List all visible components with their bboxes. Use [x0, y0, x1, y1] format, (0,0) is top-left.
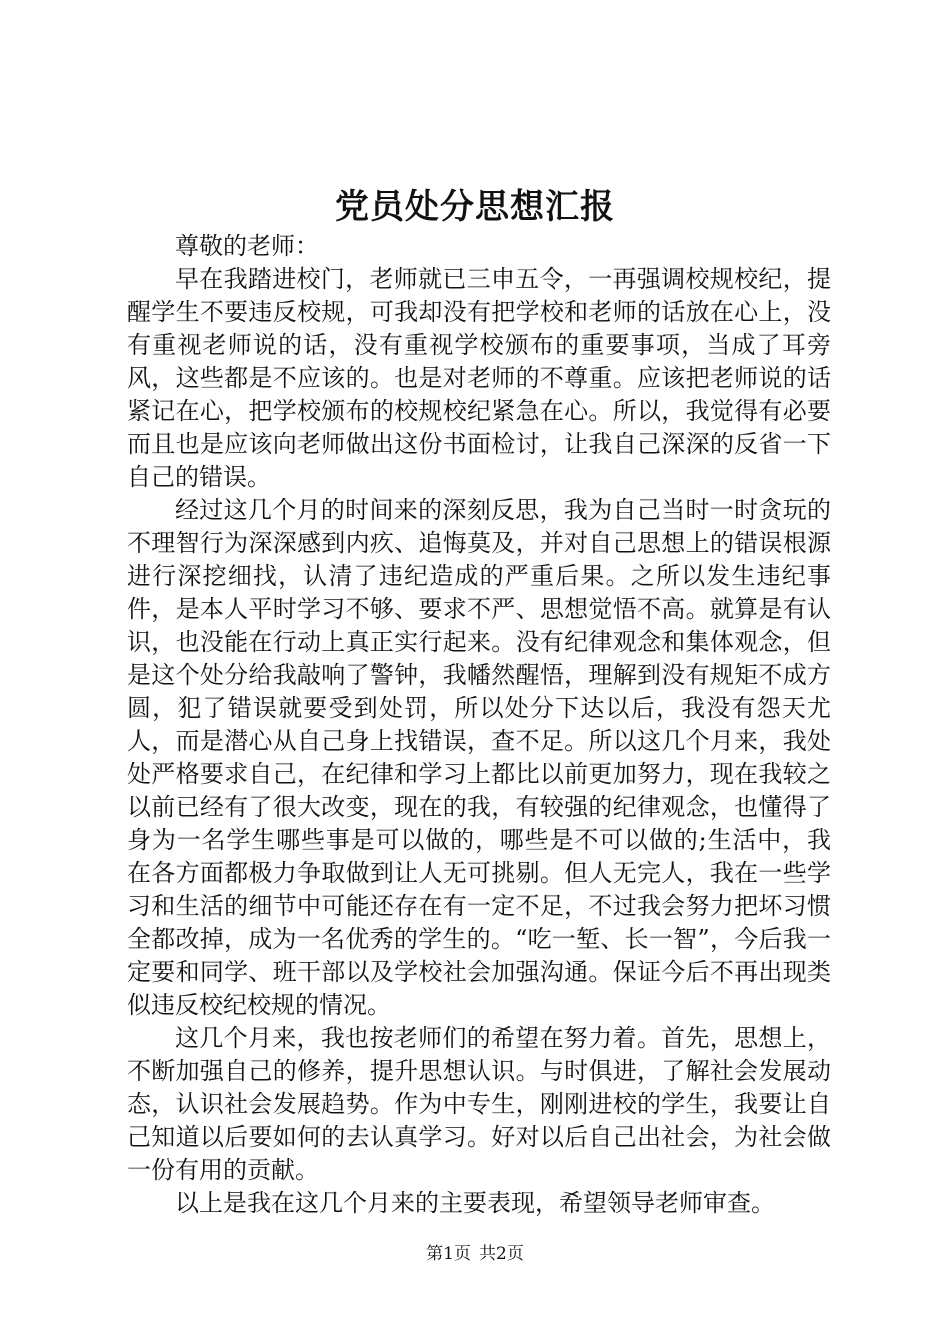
document-title: 党员处分思想汇报 — [335, 187, 615, 227]
document-body — [127, 230, 831, 1220]
page-number: 第1页 — [426, 1244, 471, 1264]
paragraph-4: 以上是我在这几个月来的主要表现，希望领导老师审查。 — [175, 1189, 775, 1217]
paragraph-2: 经过这几个月的时间来的深刻反思，我为自己当时一时贪玩的不理智行为深深感到内疚、追悔莫及，并对自己思想上的错误根源进行深挖细找，认清了违纪造成的严重后果。之所以发生违纪事件，是本人平时学习不够、要求不严、思想觉悟不高。就算是有认识，也没能在行动上真正实行起来。没有纪律观念和集体观念，但是这个处分给我敲响了警钟，我幡然醒悟，理解到没有规矩不成方圆，犯了错误就要受到处罚，所以处分下达以后，我没有怨天尤人，而是潜心从自己身上找错误，查不足。所以这几个月来，我处处严格要求自己，在纪律和学习上都比以前更加努力，现在我较之以前已经有了很大改变，现在的我，有较强的纪律观念，也懂得了身为一名学生哪些事是可以做的，哪些是不可以做的;生活中，我在各方面都极力争取做到让人无可挑剔。但人无完人，我在一些学习和生活的细节中可能还存在有一定不足，不过我会努力把坏习惯全都改掉，成为一名优秀的学生的。“吃一堑、长一智”，今后我一定要和同学、班干部以及学校社会加强沟通。保证今后不再出现类似违反校纪校规的情况。 — [127, 496, 831, 1019]
page-total: 共2页 — [479, 1244, 524, 1264]
page-footer — [0, 1242, 950, 1266]
paragraph-1: 早在我踏进校门，老师就已三申五令，一再强调校规校纪，提醒学生不要违反校规，可我却没有把学校和老师的话放在心上，没有重视老师说的话，没有重视学校颁布的重要事项，当成了耳旁风，这些都是不应该的。也是对老师的不尊重。应该把老师说的话紧记在心，把学校颁布的校规校纪紧急在心。所以，我觉得有必要而且也是应该向老师做出这份书面检讨，让我自己深深的反省一下自己的错误。 — [127, 265, 831, 491]
salutation: 尊敬的老师： — [175, 232, 319, 260]
paragraph-3: 这几个月来，我也按老师们的希望在努力着。首先，思想上，不断加强自己的修养，提升思想认识。与时俱进，了解社会发展动态，认识社会发展趋势。作为中专生，刚刚进校的学生，我要让自己知道以后要如何的去认真学习。好对以后自己出社会，为社会做一份有用的贡献。 — [127, 1024, 831, 1184]
